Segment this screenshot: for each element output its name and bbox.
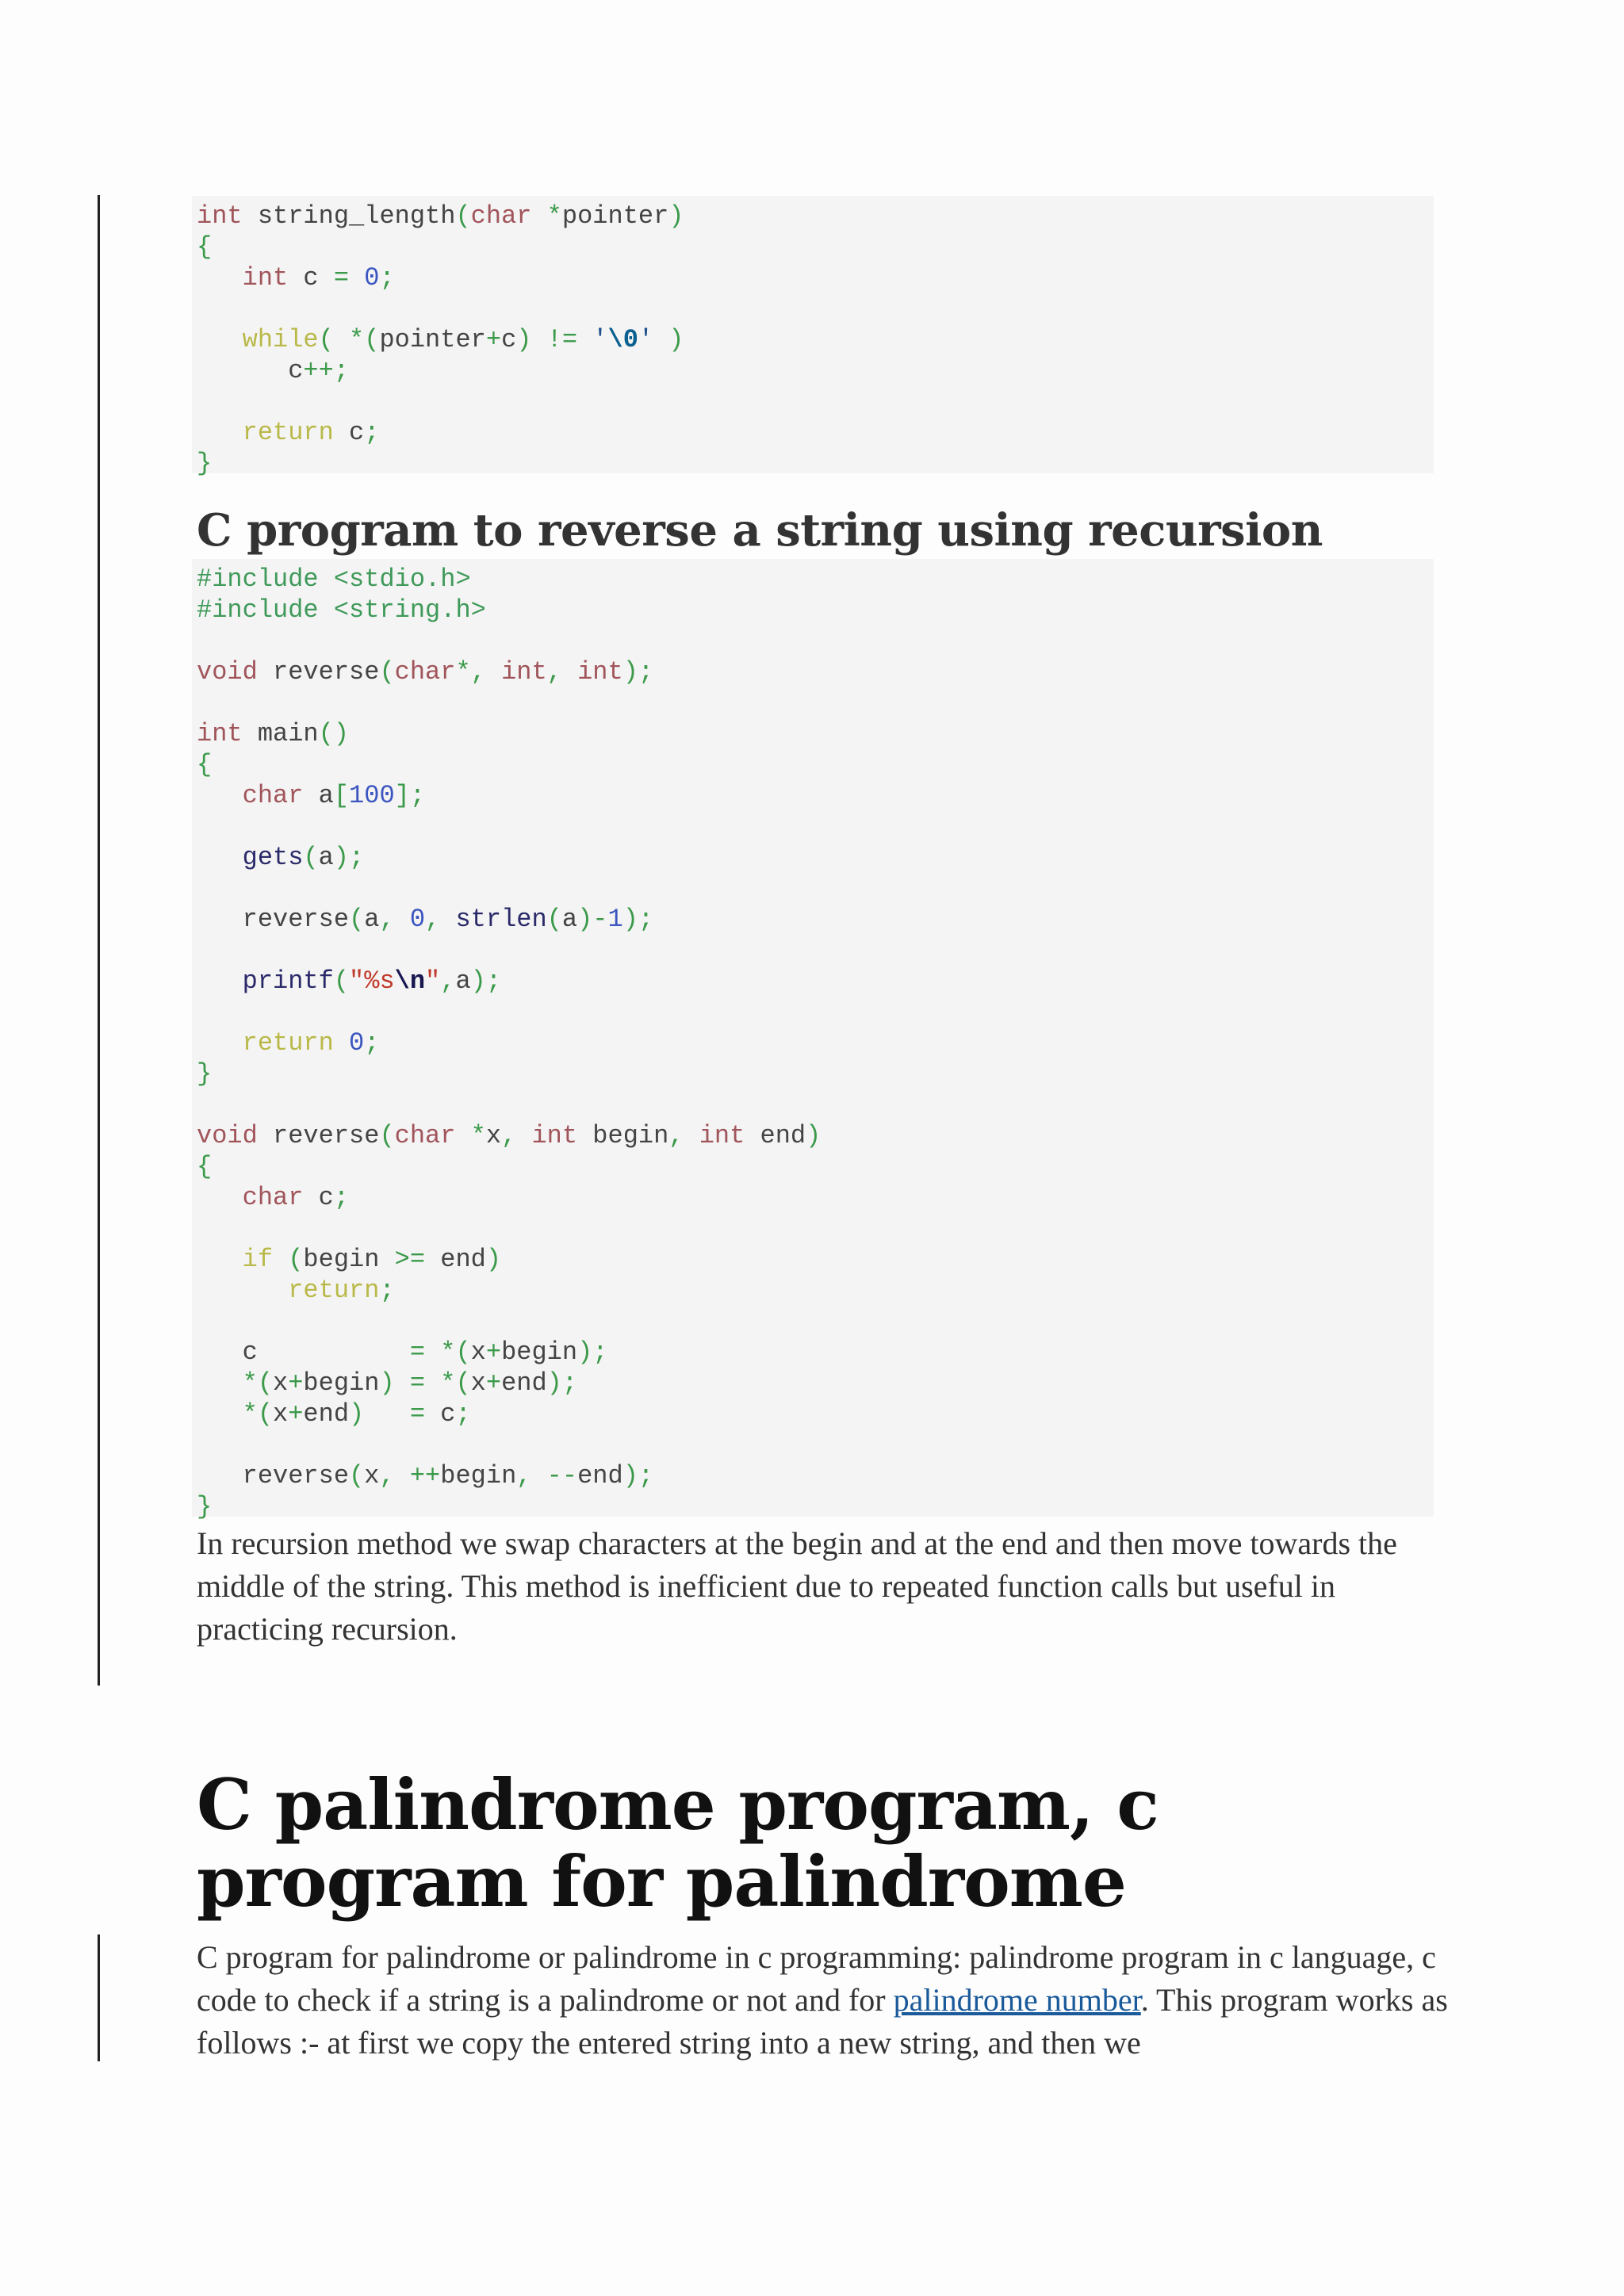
code-line: { bbox=[197, 232, 213, 262]
code-line: #include <string.h> bbox=[197, 595, 486, 625]
code-line: void reverse(char *x, int begin, int end) bbox=[197, 1121, 822, 1150]
code-block-reverse-recursion bbox=[192, 559, 1434, 1521]
code-line bbox=[197, 1429, 1434, 1460]
code-line: c = *(x+begin); bbox=[242, 1337, 608, 1367]
code-line: } bbox=[197, 1059, 213, 1089]
code-line bbox=[197, 997, 1434, 1027]
palindrome-number-link[interactable]: palindrome number bbox=[893, 1982, 1141, 2018]
code-line: return c; bbox=[242, 418, 380, 447]
code-line bbox=[197, 386, 1434, 417]
code-line: *(x+end) = c; bbox=[242, 1399, 471, 1429]
code-line bbox=[197, 293, 1434, 324]
code-line: while( *(pointer+c) != '\0' ) bbox=[242, 325, 684, 354]
code-line: reverse(a, 0, strlen(a)-1); bbox=[242, 905, 654, 934]
code-line bbox=[197, 1089, 1434, 1120]
paragraph-text: C program for palindrome or palindrome in c programming: palindrome program in c language, c code to check if a string is a palindrome or not and for bbox=[197, 1939, 1436, 2018]
code-line bbox=[197, 1213, 1434, 1244]
code-line: printf("%s\n",a); bbox=[242, 966, 502, 996]
code-line bbox=[197, 873, 1434, 904]
code-line: return 0; bbox=[242, 1028, 380, 1058]
code-line: c++; bbox=[288, 356, 350, 385]
code-line: char c; bbox=[242, 1183, 350, 1212]
code-line: gets(a); bbox=[242, 843, 365, 872]
code-line: reverse(x, ++begin, --end); bbox=[242, 1461, 654, 1490]
code-line: char a[100]; bbox=[242, 781, 426, 810]
code-line: int string_length(char *pointer) bbox=[197, 201, 684, 231]
code-line: #include <stdio.h> bbox=[197, 564, 471, 594]
code-line: int c = 0; bbox=[242, 263, 395, 293]
code-line bbox=[197, 811, 1434, 842]
code-line: } bbox=[197, 1492, 213, 1521]
code-line: { bbox=[197, 1152, 213, 1181]
code-line: { bbox=[197, 750, 213, 779]
code-line: void reverse(char*, int, int); bbox=[197, 657, 654, 687]
code-line: if (begin >= end) bbox=[242, 1245, 502, 1274]
code-line: } bbox=[197, 449, 213, 478]
recursion-paragraph: In recursion method we swap characters at the begin and at the end and then move towards the middle of the string. This method is inefficient due to repeated function calls but useful in practicing recursion. bbox=[197, 1525, 1397, 1647]
code-line bbox=[197, 626, 1434, 656]
paragraph-text: . This program works as follows :- at first we copy the entered string into a new string, and then we bbox=[197, 1982, 1448, 2061]
code-line: int main() bbox=[197, 719, 350, 748]
palindrome-paragraph bbox=[197, 1936, 1465, 2064]
code-line bbox=[197, 687, 1434, 718]
code-line: return; bbox=[288, 1276, 395, 1305]
code-line bbox=[197, 1306, 1434, 1337]
code-line bbox=[197, 935, 1434, 966]
code-line: *(x+begin) = *(x+end); bbox=[242, 1368, 578, 1398]
code-block-string-length bbox=[192, 196, 1434, 478]
main-heading: C palindrome program, c program for palindrome bbox=[197, 1763, 1159, 1923]
blockquote-bar bbox=[98, 195, 100, 1686]
section-heading: C program to reverse a string using recursion bbox=[197, 504, 1323, 557]
blockquote-bar bbox=[98, 1934, 100, 2061]
